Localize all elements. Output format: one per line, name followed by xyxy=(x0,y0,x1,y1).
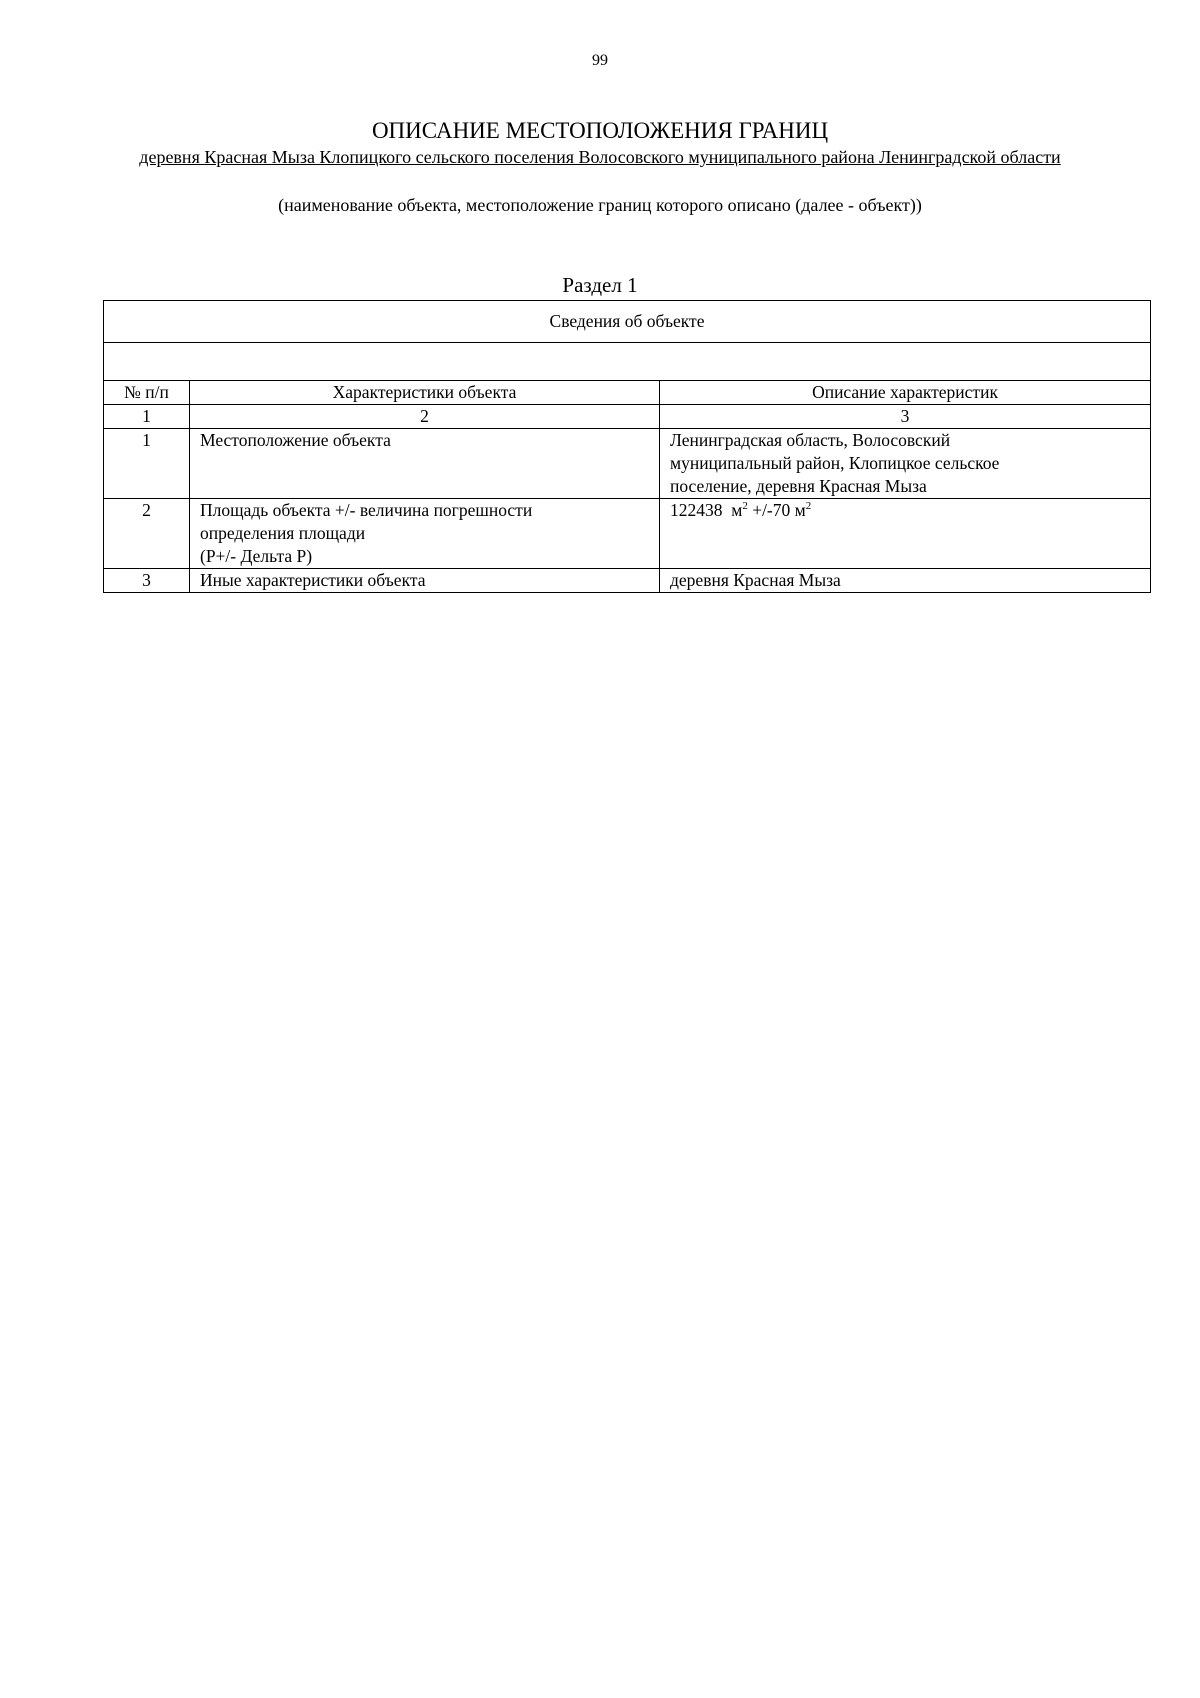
row-description xyxy=(660,499,1151,569)
table-heading: Сведения об объекте xyxy=(104,301,1151,343)
col-number-2: 2 xyxy=(190,405,660,429)
header-number: № п/п xyxy=(104,381,190,405)
header-description: Описание характеристик xyxy=(660,381,1151,405)
row-characteristic: Местоположение объекта xyxy=(190,429,660,499)
table-row xyxy=(104,569,1151,593)
row-characteristic: Иные характеристики объекта xyxy=(190,569,660,593)
document-title: ОПИСАНИЕ МЕСТОПОЛОЖЕНИЯ ГРАНИЦ xyxy=(371,118,829,143)
description-line: муниципальный район, Клопицкое сельское xyxy=(670,453,1000,473)
col-number-1: 1 xyxy=(104,405,190,429)
object-name: деревня Красная Мыза Клопицкого сельского поселения Волосовского муниципального района Ленинградской области xyxy=(139,147,1061,167)
row-description: деревня Красная Мыза xyxy=(660,569,1151,593)
row-characteristic xyxy=(190,499,660,569)
row-description xyxy=(660,429,1151,499)
table-empty-row xyxy=(104,343,1151,381)
col-number-3: 3 xyxy=(660,405,1151,429)
description-line: Ленинградская область, Волосовский xyxy=(670,430,951,450)
characteristic-line: (Р+/- Дельта Р) xyxy=(200,546,313,566)
table-row xyxy=(104,429,1151,499)
row-number: 1 xyxy=(104,429,190,499)
header-characteristic: Характеристики объекта xyxy=(190,381,660,405)
characteristic-line: определения площади xyxy=(200,523,366,543)
area-value: 122438 xyxy=(670,500,723,520)
page-number: 99 xyxy=(592,52,608,69)
object-info-table xyxy=(103,300,1151,593)
table-row xyxy=(104,499,1151,569)
area-unit: м xyxy=(731,500,743,520)
object-name-caption: (наименование объекта, местоположение границ которого описано (далее - объект)) xyxy=(278,195,922,215)
row-number: 3 xyxy=(104,569,190,593)
section-title: Раздел 1 xyxy=(562,273,638,297)
area-tolerance: +/-70 м xyxy=(752,500,806,520)
row-number: 2 xyxy=(104,499,190,569)
table-header-row xyxy=(104,381,1151,405)
tolerance-exponent: 2 xyxy=(805,500,812,513)
characteristic-line: Площадь объекта +/- величина погрешности xyxy=(200,500,533,520)
description-line: поселение, деревня Красная Мыза xyxy=(670,476,927,496)
column-number-row xyxy=(104,405,1151,429)
area-unit-exponent: 2 xyxy=(742,500,748,513)
